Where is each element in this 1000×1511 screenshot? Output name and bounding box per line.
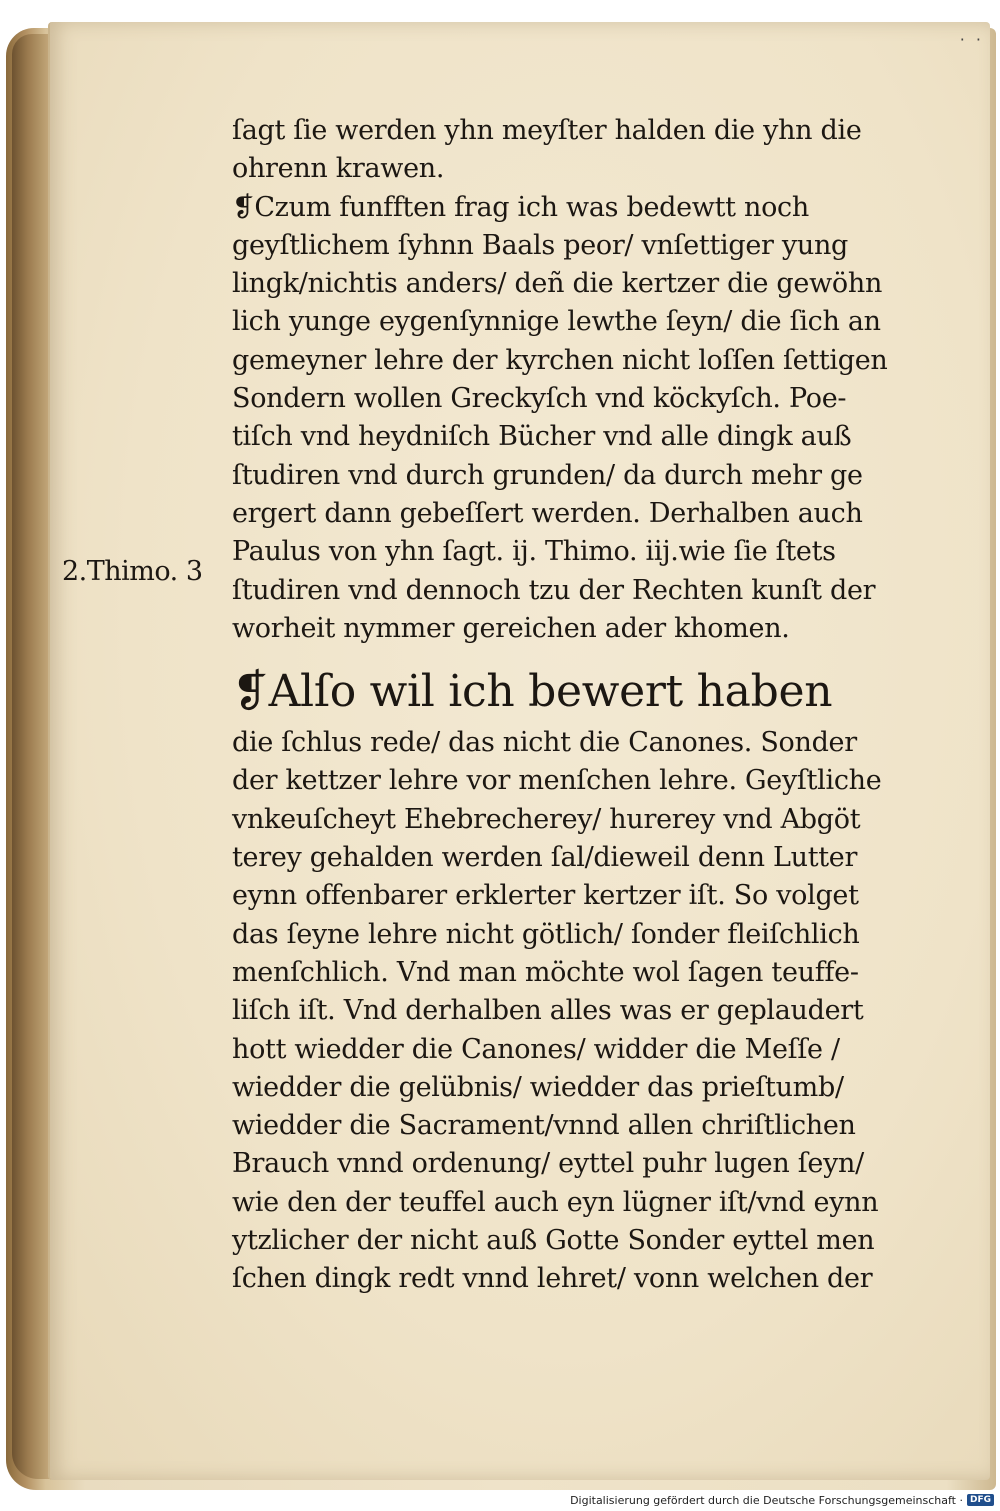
text-line: lingk/nichtis anders/ deñ die kertzer die gewöhn: [232, 268, 883, 300]
section-heading: ❡Alſo wil ich bewert haben: [232, 666, 833, 718]
text-line: ſtudiren vnd dennoch tzu der Rechten kunſt der: [232, 574, 876, 606]
text-line: das ſeyne lehre nicht götlich/ ſonder fleiſchlich: [232, 918, 860, 950]
text-line: ytzlicher der nicht auß Gotte Sonder eyttel men: [232, 1225, 875, 1257]
text-line: ergert dann gebeſſert werden. Derhalben auch: [232, 497, 863, 529]
dfg-logo-icon: DFG: [967, 1494, 994, 1506]
text-line: Brauch vnnd ordenung/ eyttel puhr lugen ſeyn/: [232, 1148, 864, 1180]
margin-note: 2.Thimo. 3: [62, 556, 203, 587]
text-line: gemeyner lehre der kyrchen nicht loſſen ſettigen: [232, 344, 888, 376]
text-line: der kettzer lehre vor menſchen lehre. Geyſtliche: [232, 765, 882, 797]
text-line: hott wiedder die Canones/ widder die Meſſe /: [232, 1033, 840, 1065]
text-line: menſchlich. Vnd man möchte wol ſagen teuffe-: [232, 956, 859, 988]
digitization-footer: [570, 1491, 994, 1509]
text-line: terey gehalden werden ſal/dieweil denn Lutter: [232, 842, 858, 874]
text-line: die ſchlus rede/ das nicht die Canones. Sonder: [232, 727, 857, 759]
text-line: ſagt ſie werden yhn meyſter halden die yhn die: [232, 115, 862, 146]
text-line: vnkeuſcheyt Ehebrecherey/ hurerey vnd Abgöt: [232, 803, 861, 835]
text-line: Paulus von yhn ſagt. ij. Thimo. iij.wie ſie ſtets: [232, 536, 836, 568]
text-line: ſchen dingk redt vnnd lehret/ vonn welchen der: [232, 1263, 873, 1295]
text-line: tiſch vnd heydniſch Bücher vnd alle dingk auß: [232, 421, 852, 453]
text-line: eynn offenbarer erklerter kertzer iſt. So volget: [232, 880, 859, 912]
text-line: ſtudiren vnd durch grunden/ da durch mehr ge: [232, 459, 863, 491]
text-line: wiedder die Sacrament/vnnd allen chriſtlichen: [232, 1110, 856, 1142]
text-line: ohrenn krawen.: [232, 153, 445, 185]
text-line: wiedder die gelübnis/ wiedder das prieſtumb/: [232, 1071, 844, 1103]
text-line: lich yunge eygenſynnige lewthe ſeyn/ die ſich an: [232, 306, 881, 338]
text-line: Sondern wollen Greckyſch vnd köckyſch. Poe-: [232, 383, 847, 415]
text-line: liſch iſt. Vnd derhalben alles was er geplaudert: [232, 995, 864, 1027]
corner-marks: · ·: [959, 30, 984, 49]
text-line: wie den der teuffel auch eyn lügner iſt/vnd eynn: [232, 1186, 879, 1218]
text-line: geyſtlichem ſyhnn Baals peor/ vnſettiger yung: [232, 229, 849, 261]
page-text: [232, 112, 942, 1299]
text-line: worheit nymmer gereichen ader khomen.: [232, 612, 790, 644]
footer-credit-text: Digitalisierung gefördert durch die Deutsche Forschungsgemeinschaft ·: [570, 1493, 963, 1507]
text-line: ❡Czum funfften frag ich was bedewtt noch: [232, 191, 809, 223]
book-spine-shadow: [12, 34, 52, 1479]
